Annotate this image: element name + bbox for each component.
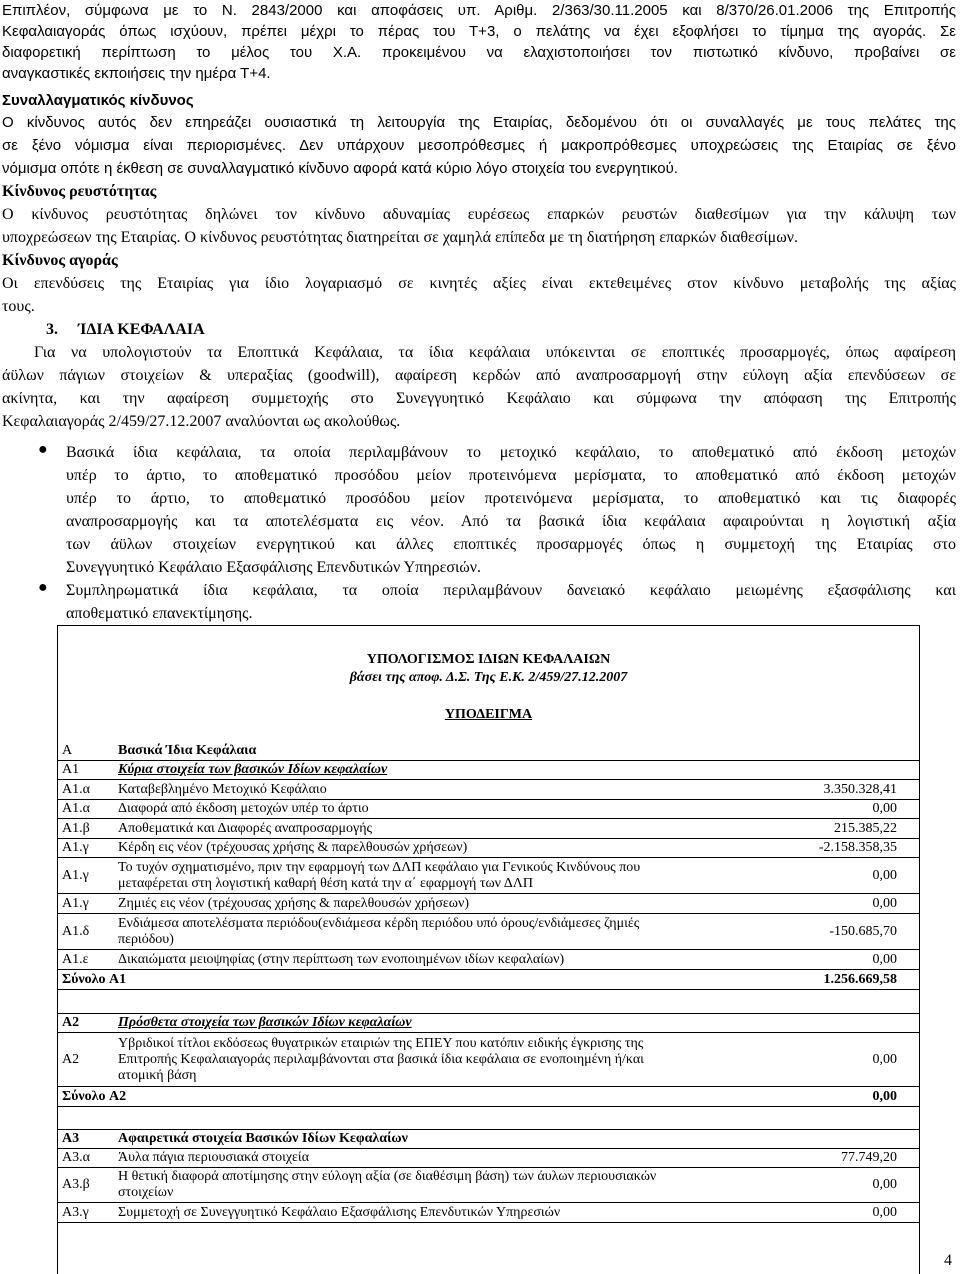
liquidity-risk-line: Ο κίνδυνος ρευστότητας δηλώνει τον κίνδυνο αδυναμίας ευρέσεως επαρκών ρευστών διαθεσίμων για την κάλυψη των	[2, 206, 956, 223]
row-code: A3.β	[62, 1177, 90, 1192]
bullet2-line: αποθεματικό επανεκτίμησης.	[66, 605, 253, 622]
row-desc-line: ατομική βάση	[118, 1067, 197, 1083]
equity-line: άϋλων πάγιων στοιχείων & υπεραξίας (goodwill), αφαίρεση κερδών από αναπροσαρμογή στην εύλογη αξία επενδύσεων σε	[2, 367, 956, 384]
row-code: A	[62, 742, 73, 758]
table-row	[58, 1033, 919, 1087]
row-value: 0,00	[872, 801, 897, 816]
table-total-row	[58, 1087, 919, 1107]
row-desc-line: στοιχείων	[118, 1185, 174, 1200]
row-code: A1	[62, 762, 80, 777]
row-desc: Δικαιώματα μειοψηφίας (στην περίπτωση των ενοποιημένων ιδίων κεφαλαίων)	[118, 951, 565, 967]
row-value: 0,00	[872, 895, 897, 911]
row-value: 3.350.328,41	[823, 781, 897, 797]
row-desc: Συμμετοχή σε Συνεγγυητικό Κεφάλαιο Εξασφάλισης Επενδυτικών Υπηρεσιών	[118, 1204, 561, 1220]
page-number: 4	[944, 1252, 952, 1269]
table-subtitle: βάσει της αποφ. Δ.Σ. Της Ε.Κ. 2/459/27.12.2007	[349, 670, 628, 685]
table-row	[58, 761, 919, 780]
row-desc	[118, 1033, 758, 1086]
intro-line: αναγκαστικές εκποιήσεις την ημέρα Τ+4.	[2, 65, 271, 82]
row-code: A1.δ	[62, 923, 90, 939]
row-desc: Αποθεματικά και Διαφορές αναπροσαρμογής	[118, 820, 373, 836]
table-spacer-row	[58, 1107, 919, 1130]
bullet1-line: των άϋλων στοιχείων ενεργητικού και άλλες εποπτικές προσαρμογές όπως η συμμετοχή της Εταιρίας στο	[66, 536, 956, 553]
table-total-row	[58, 970, 919, 990]
table-example-label	[58, 707, 919, 723]
market-risk-line: Οι επενδύσεις της Εταιρίας για ίδιο λογαριασμό σε κινητές αξίες είναι εκτεθειμένες στον κίνδυνο μεταβολής της αξίας	[2, 275, 956, 292]
section-title: ΊΔΙΑ ΚΕΦΑΛΑΙΑ	[78, 321, 205, 338]
table-row	[58, 858, 919, 894]
row-value: 0,00	[872, 1177, 897, 1192]
total-label: Σύνολο A2	[62, 1088, 127, 1104]
row-desc: Πρόσθετα στοιχεία των βασικών Ιδίων κεφαλαίων	[118, 1015, 412, 1030]
row-code: A1.α	[62, 801, 90, 816]
bullet1-line: υπέρ το άρτιο, το αποθεματικό προσόδου μείον προτεινόμενα μερίσματα, το αποθεματικό και τις διαφορές	[66, 490, 956, 507]
bullet2-line: Συμπληρωματικά ίδια κεφάλαια, τα οποία περιλαμβάνουν δανειακό κεφάλαιο μειωμένης εξασφάλισης και	[66, 582, 956, 599]
row-value: -150.685,70	[829, 923, 897, 939]
section-number: 3.	[46, 321, 58, 338]
bullet-icon: ●	[38, 579, 48, 596]
row-value: 0,00	[872, 951, 897, 967]
row-value: 0,00	[872, 1204, 897, 1220]
bullet1-line: υπέρ το άρτιο, το αποθεματικό προσόδου μείον προτεινόμενα μερίσματα, το αποθεματικό από έκδοση μετοχών	[66, 467, 956, 484]
row-code: A1.ε	[62, 951, 89, 967]
equity-line: Κεφαλαιαγοράς 2/459/27.12.2007 αναλύονται ως ακολούθως.	[2, 413, 401, 430]
table-row	[58, 839, 919, 858]
table-row	[58, 819, 919, 839]
market-risk-line: τους.	[2, 298, 35, 315]
table-row	[58, 1130, 919, 1149]
row-desc-line: Η θετική διαφορά αποτίμησης στην εύλογη αξία (σε διαθέσιμη βάση) των άυλων περιουσιακών	[118, 1169, 657, 1184]
table-row	[58, 950, 919, 970]
table-row	[58, 1168, 919, 1203]
row-desc: Καταβεβλημένο Μετοχικό Κεφάλαιο	[118, 781, 327, 797]
row-desc: Διαφορά από έκδοση μετοχών υπέρ το άρτιο	[118, 801, 369, 816]
row-value: 215.385,22	[834, 820, 897, 836]
equity-line: Για να υπολογιστούν τα Εποπτικά Κεφάλαια, τα ίδια κεφάλαια υπόκεινται σε εποπτικές προσαρμογές, όπως αφαίρεση	[34, 344, 956, 361]
row-desc: Αφαιρετικά στοιχεία Βασικών Ιδίων Κεφαλαίων	[118, 1131, 408, 1146]
bullet1-line: Βασικά ίδια κεφάλαια, τα οποία περιλαμβάνουν το μετοχικό κεφάλαιο, το αποθεματικό από έκδοση μετοχών	[66, 444, 956, 461]
equity-line: ακίνητα, και την αφαίρεση συμμετοχής στο Συνεγγυητικό Κεφάλαιο και σύμφωνα την απόφαση της Επιτροπής	[2, 390, 956, 407]
row-desc: Βασικά Ίδια Κεφάλαια	[118, 742, 257, 758]
intro-line: διαφορετική περίπτωση το μέλος του Χ.Α. προκειμένου να ελαχιστοποιήσει τον πιστωτικό κίνδυνο, προβαίνει σε	[2, 44, 956, 61]
row-value: 0,00	[872, 1051, 897, 1067]
intro-line: Κεφαλαιαγοράς όπως ισχύουν, πρέπει μέχρι το πέρας του Τ+3, ο πελάτης να έχει εξοφλήσει το τίμημα της αγοράς. Σε	[2, 23, 956, 40]
table-row	[58, 741, 919, 761]
row-code: A3.α	[62, 1150, 90, 1165]
row-value: 77.749,20	[841, 1150, 897, 1165]
example-text: ΥΠΟΔΕΙΓΜΑ	[444, 707, 533, 722]
intro-line: Επιπλέον, σύμφωνα με το Ν. 2843/2000 και αποφάσεις υπ. Αριθμ. 2/363/30.11.2005 και 8/370/26.01.2006 της Επιτροπής	[2, 2, 956, 19]
table-row	[58, 914, 919, 950]
table-spacer-row	[58, 990, 919, 1014]
total-label: Σύνολο A1	[62, 971, 127, 987]
row-desc: Κέρδη εις νέον (τρέχουσας χρήσης & παρελθουσών χρήσεων)	[118, 840, 468, 855]
table-row	[58, 1203, 919, 1223]
fx-risk-line: νόμισμα οπότε η έκθεση σε συναλλαγματικό κίνδυνο αφορά κατά κύριο λόγο στοιχεία του ενεργητικού.	[2, 160, 678, 177]
row-desc-line: Επιτροπής Κεφαλαιαγοράς περιλαμβάνονται στα βασικά ίδια κεφάλαια σε ενοποιημένη ή/και	[118, 1051, 644, 1067]
fx-risk-line: σε ξένο νόμισμα είναι περιορισμένες. Δεν υπάρχουν μεσοπρόθεσμες ή μακροπρόθεσμες υποχρεώσεις της Εταιρίας σε ξένο	[2, 137, 956, 154]
total-value: 1.256.669,58	[823, 971, 897, 987]
row-code: A1.γ	[62, 867, 89, 883]
bullet-icon: ●	[38, 441, 48, 458]
row-code: A1.γ	[62, 840, 89, 855]
liquidity-risk-heading: Κίνδυνος ρευστότητας	[2, 183, 157, 200]
row-code: A1.γ	[62, 895, 89, 911]
row-desc-line: Ενδιάμεσα αποτελέσματα περιόδου(ενδιάμεσα κέρδη περιόδου υπό όρους/ενδιάμεσες ζημιές	[118, 915, 640, 931]
row-value: 0,00	[872, 867, 897, 883]
row-desc	[118, 858, 758, 893]
row-code: A2	[62, 1051, 80, 1067]
row-code: A3.γ	[62, 1204, 89, 1220]
equity-calculation-table	[57, 625, 920, 1274]
row-desc-line: Το τυχόν σχηματισμένο, πριν την εφαρμογή των ΔΛΠ κεφάλαιο για Γενικούς Κινδύνους που	[118, 859, 641, 875]
row-desc: Άυλα πάγια περιουσιακά στοιχεία	[118, 1150, 310, 1165]
row-desc-line: περιόδου)	[118, 931, 174, 947]
liquidity-risk-line: υποχρεώσεων της Εταιρίας. Ο κίνδυνος ρευστότητας διατηρείται σε χαμηλά επίπεδα με τη διατήρηση επαρκών διαθεσίμων.	[2, 229, 799, 246]
row-code: A3	[62, 1131, 80, 1146]
table-row	[58, 780, 919, 800]
bullet1-line: αναπροσαρμογής και τα αποτελέσματα εις νέον. Από τα βασικά ίδια κεφάλαια αφαιρούνται η λογιστική αξία	[66, 513, 956, 530]
table-row	[58, 1149, 919, 1168]
bullet1-line: Συνεγγυητικό Κεφάλαιο Εξασφάλισης Επενδυτικών Υπηρεσιών.	[66, 559, 482, 576]
row-code: A1.α	[62, 781, 90, 797]
table-row	[58, 894, 919, 914]
row-desc-line: Υβριδικοί τίτλοι εκδόσεως θυγατρικών εταιριών της ΕΠΕΥ που κατόπιν ειδικής έγκρισης της	[118, 1035, 644, 1051]
row-desc	[118, 1168, 758, 1202]
row-value: -2.158.358,35	[818, 840, 897, 855]
table-row	[58, 800, 919, 819]
market-risk-heading: Κίνδυνος αγοράς	[2, 252, 118, 269]
row-desc: Κύρια στοιχεία των βασικών Ιδίων κεφαλαίων	[118, 762, 388, 777]
row-desc-line: μεταφέρεται στη λογιστική καθαρή θέση κατά την α΄ εφαρμογή των ΔΛΠ	[118, 875, 533, 891]
fx-risk-line: Ο κίνδυνος αυτός δεν επηρεάζει ουσιαστικά τη λειτουργία της Εταιρίας, δεδομένου ότι οι συναλλαγές με τους πελάτες της	[2, 114, 956, 131]
row-desc	[118, 914, 758, 949]
total-value: 0,00	[872, 1088, 897, 1104]
fx-risk-heading: Συναλλαγματικός κίνδυνος	[2, 92, 194, 109]
row-desc: Ζημιές εις νέον (τρέχουσας χρήσης & παρελθουσών χρήσεων)	[118, 895, 469, 911]
row-code: A2	[62, 1015, 80, 1030]
table-row	[58, 1014, 919, 1033]
table-title: ΥΠΟΛΟΓΙΣΜΟΣ ΙΔΙΩΝ ΚΕΦΑΛΑΙΩΝ	[366, 652, 611, 667]
row-code: A1.β	[62, 820, 90, 836]
